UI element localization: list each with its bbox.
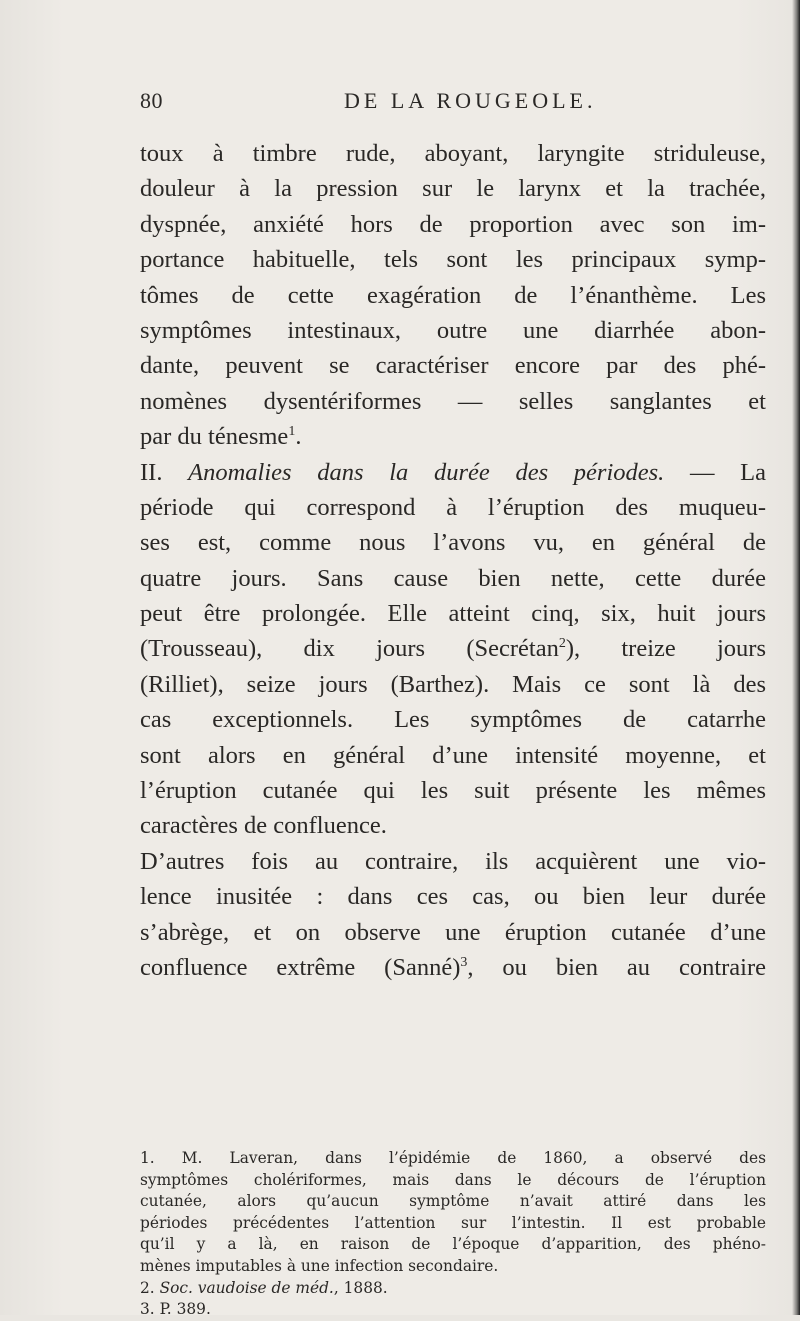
text-line: l’éruption cutanée qui les suit présente les mêmes [140,777,766,805]
page-edge-shadow [792,0,800,1315]
section-number: II. [140,458,163,486]
text-line: douleur à la pression sur le larynx et la trachée, [140,175,766,203]
footnote-3: 3. P. 389. [140,1300,211,1319]
text-line: ses est, comme nous l’avons vu, en général de [140,529,766,557]
text-line: nomènes dysentériformes — selles sanglantes et [140,387,766,415]
text-line: peut être prolongée. Elle atteint cinq, six, huit jours [140,600,766,628]
text-fragment: ), treize jours [565,635,767,663]
section-title: Anomalies dans la durée des périodes. [188,458,665,486]
footnotes [140,1148,766,1321]
footnote-line: cutanée, alors qu’aucun symptôme n’avait attiré dans les [140,1192,766,1211]
text-line: sont alors en général d’une intensité moyenne, et [140,741,766,769]
text-fragment: — La [664,458,767,486]
footnote-line: qu’il y a là, en raison de l’époque d’apparition, des phéno- [140,1235,766,1254]
text-line: symptômes intestinaux, outre une diarrhée abon- [140,316,766,344]
text-line: D’autres fois au contraire, ils acquièrent une vio- [140,847,766,875]
footnote-line: périodes précédentes l’attention sur l’intestin. Il est probable [140,1213,766,1232]
text-fragment: , 1888. [333,1278,388,1297]
text-line: dante, peuvent se caractériser encore par des phé- [140,352,766,380]
text-line: s’abrège, et on observe une éruption cutanée d’une [140,918,766,946]
text-line [140,419,766,454]
text-line: toux à timbre rude, aboyant, laryngite striduleuse, [140,140,766,167]
text-line [140,950,766,985]
text-fragment: par du ténesme [140,423,289,451]
footnote-line: 1. M. Laveran, dans l’épidémie de 1860, a observé des [140,1149,766,1167]
text-fragment: , ou bien au contraire [467,953,766,981]
text-line: (Rilliet), seize jours (Barthez). Mais ce sont là des [140,670,766,698]
footnote-ref-3: 3 [460,954,468,970]
text-line: quatre jours. Sans cause bien nette, cette durée [140,564,766,592]
text-line: cas exceptionnels. Les symptômes de catarrhe [140,706,766,734]
text-line: dyspnée, anxiété hors de proportion avec son im- [140,210,766,238]
section-heading-line [140,455,766,490]
text-fragment: . [295,423,302,451]
text-line: caractères de confluence. [140,812,387,840]
footnote-ref-1: 1 [288,423,296,439]
text-line [140,631,766,666]
footnote-line: mènes imputables à une infection secondaire. [140,1256,499,1275]
text-line: portance habituelle, tels sont les principaux symp- [140,246,766,274]
page-number: 80 [140,88,163,113]
footnote-line: symptômes cholériformes, mais dans le décours de l’éruption [140,1170,766,1189]
footnote-journal-title: Soc. vaudoise de méd. [159,1278,334,1297]
text-fragment: confluence extrême (Sanné) [140,953,461,981]
footnote-ref-2: 2 [558,636,566,652]
running-title: DE LA ROUGEOLE. [344,88,597,113]
text-line: lence inusitée : dans ces cas, ou bien leur durée [140,883,766,911]
text-fragment: (Trousseau), dix jours (Secrétan [140,635,559,663]
text-line: période qui correspond à l’éruption des muqueu- [140,493,766,521]
page-header [0,88,800,118]
footnote-number: 2. [140,1278,155,1297]
footnote-2 [140,1278,766,1300]
text-line: tômes de cette exagération de l’énanthème. Les [140,281,766,309]
main-text [140,136,766,985]
